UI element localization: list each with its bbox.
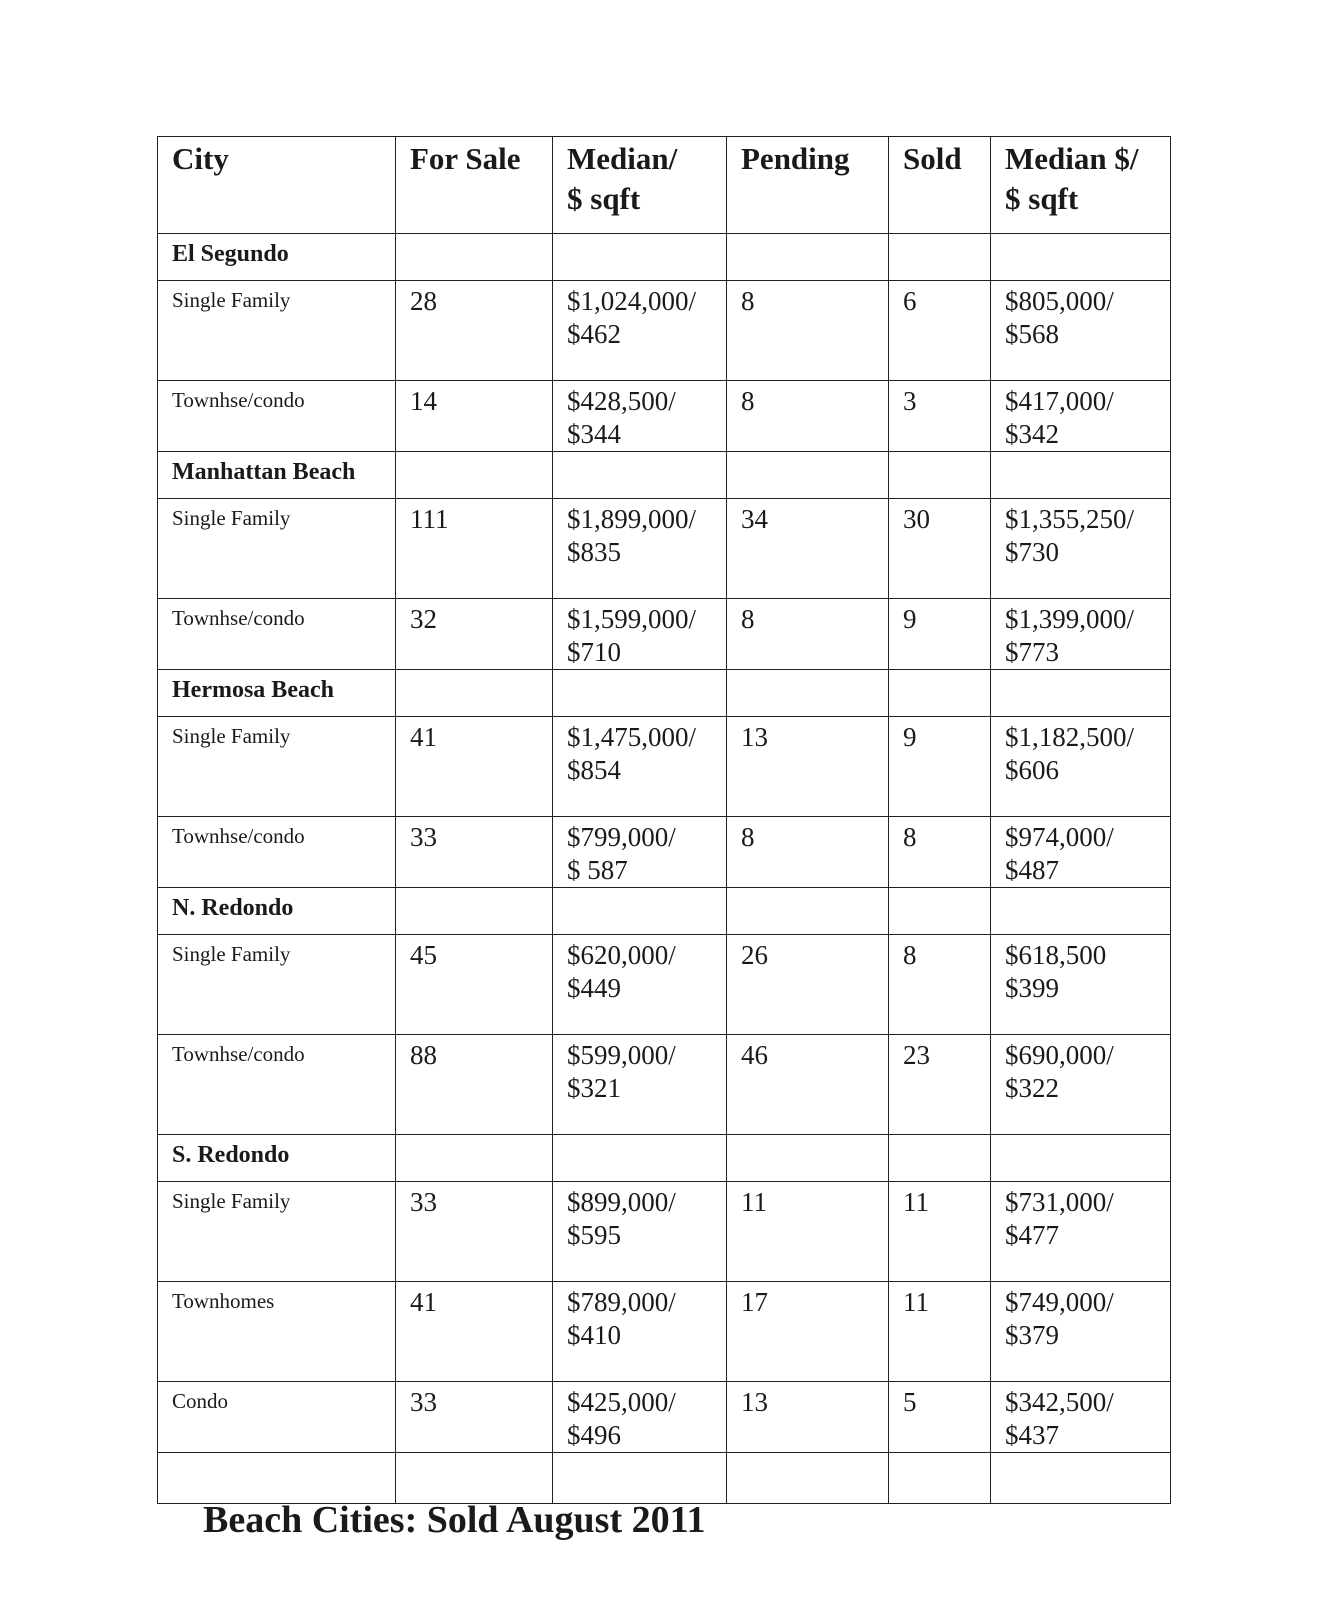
sold-median-price: $749,000/ (1005, 1287, 1114, 1317)
for-sale-cell: 33 (396, 817, 553, 888)
table-row (158, 599, 1171, 670)
median-price: $1,475,000/ (567, 722, 697, 752)
header-row (158, 137, 1171, 234)
empty-cell (396, 1135, 553, 1182)
for-sale-cell: 33 (396, 1182, 553, 1282)
table-row (158, 1282, 1171, 1382)
column-header-median_sold (991, 137, 1171, 234)
empty-cell (889, 670, 991, 717)
table-row (158, 499, 1171, 599)
empty-cell (889, 1135, 991, 1182)
city-row (158, 1135, 1171, 1182)
city-row (158, 452, 1171, 499)
median-list-cell (553, 717, 727, 817)
median-price: $1,599,000/ (567, 604, 697, 634)
property-type-cell: Single Family (158, 1182, 396, 1282)
for-sale-cell: 28 (396, 281, 553, 381)
blank-row (158, 1453, 1171, 1504)
empty-cell (727, 1135, 889, 1182)
empty-cell (991, 452, 1171, 499)
median-per-sqft: $449 (567, 973, 621, 1003)
city-name: N. Redondo (158, 888, 396, 935)
table-row (158, 717, 1171, 817)
median-per-sqft: $595 (567, 1220, 621, 1250)
city-name: S. Redondo (158, 1135, 396, 1182)
sold-cell: 11 (889, 1182, 991, 1282)
for-sale-cell: 45 (396, 935, 553, 1035)
property-type-cell: Townhse/condo (158, 817, 396, 888)
for-sale-cell: 111 (396, 499, 553, 599)
sold-median-price: $1,355,250/ (1005, 504, 1135, 534)
market-table (157, 136, 1171, 1504)
sold-per-sqft: $379 (1005, 1320, 1059, 1350)
empty-cell (553, 888, 727, 935)
empty-cell (158, 1453, 396, 1504)
for-sale-cell: 33 (396, 1382, 553, 1453)
median-sold-cell (991, 1382, 1171, 1453)
column-header-line: Sold (903, 141, 962, 176)
pending-cell: 17 (727, 1282, 889, 1382)
median-price: $599,000/ (567, 1040, 676, 1070)
sold-median-price: $618,500 (1005, 940, 1107, 970)
pending-cell: 11 (727, 1182, 889, 1282)
column-header-median_list (553, 137, 727, 234)
median-per-sqft: $854 (567, 755, 621, 785)
median-list-cell (553, 817, 727, 888)
sold-cell: 9 (889, 717, 991, 817)
for-sale-cell: 88 (396, 1035, 553, 1135)
sold-cell: 11 (889, 1282, 991, 1382)
property-type-cell: Townhse/condo (158, 381, 396, 452)
table-row (158, 281, 1171, 381)
empty-cell (553, 670, 727, 717)
table-row (158, 935, 1171, 1035)
empty-cell (396, 888, 553, 935)
sold-median-price: $342,500/ (1005, 1387, 1114, 1417)
empty-cell (991, 1453, 1171, 1504)
table-row (158, 1035, 1171, 1135)
median-sold-cell (991, 281, 1171, 381)
sold-cell: 30 (889, 499, 991, 599)
sold-per-sqft: $730 (1005, 537, 1059, 567)
median-sold-cell (991, 935, 1171, 1035)
empty-cell (396, 670, 553, 717)
table-body (158, 234, 1171, 1504)
document-caption: Beach Cities: Sold August 2011 (203, 1499, 706, 1541)
sold-cell: 8 (889, 817, 991, 888)
city-row (158, 888, 1171, 935)
column-header-for_sale (396, 137, 553, 234)
empty-cell (889, 234, 991, 281)
for-sale-cell: 14 (396, 381, 553, 452)
empty-cell (727, 452, 889, 499)
median-list-cell (553, 1182, 727, 1282)
property-type-cell: Townhse/condo (158, 1035, 396, 1135)
city-name: Manhattan Beach (158, 452, 396, 499)
median-sold-cell (991, 1182, 1171, 1282)
empty-cell (991, 234, 1171, 281)
median-sold-cell (991, 817, 1171, 888)
table-row (158, 1182, 1171, 1282)
column-header-sold (889, 137, 991, 234)
median-per-sqft: $462 (567, 319, 621, 349)
median-price: $1,899,000/ (567, 504, 697, 534)
sold-cell: 9 (889, 599, 991, 670)
empty-cell (727, 1453, 889, 1504)
for-sale-cell: 41 (396, 717, 553, 817)
empty-cell (889, 1453, 991, 1504)
pending-cell: 13 (727, 717, 889, 817)
property-type-cell: Single Family (158, 935, 396, 1035)
median-list-cell (553, 935, 727, 1035)
median-price: $428,500/ (567, 386, 676, 416)
median-list-cell (553, 381, 727, 452)
empty-cell (991, 888, 1171, 935)
median-sold-cell (991, 1282, 1171, 1382)
median-per-sqft: $835 (567, 537, 621, 567)
sold-per-sqft: $773 (1005, 637, 1059, 667)
pending-cell: 8 (727, 381, 889, 452)
sold-per-sqft: $322 (1005, 1073, 1059, 1103)
column-header-line: Median/ (567, 141, 678, 176)
sold-per-sqft: $399 (1005, 973, 1059, 1003)
sold-cell: 5 (889, 1382, 991, 1453)
pending-cell: 46 (727, 1035, 889, 1135)
column-header-pending (727, 137, 889, 234)
empty-cell (991, 670, 1171, 717)
empty-cell (991, 1135, 1171, 1182)
empty-cell (396, 1453, 553, 1504)
median-price: $799,000/ (567, 822, 676, 852)
median-sold-cell (991, 717, 1171, 817)
empty-cell (889, 888, 991, 935)
city-row (158, 670, 1171, 717)
sold-median-price: $690,000/ (1005, 1040, 1114, 1070)
median-price: $1,024,000/ (567, 286, 697, 316)
sold-cell: 8 (889, 935, 991, 1035)
sold-median-price: $731,000/ (1005, 1187, 1114, 1217)
pending-cell: 8 (727, 281, 889, 381)
sold-per-sqft: $437 (1005, 1420, 1059, 1450)
median-list-cell (553, 281, 727, 381)
column-header-line: $ sqft (1005, 181, 1079, 216)
empty-cell (727, 888, 889, 935)
property-type-cell: Single Family (158, 717, 396, 817)
empty-cell (553, 234, 727, 281)
median-sold-cell (991, 499, 1171, 599)
empty-cell (553, 1453, 727, 1504)
sold-median-price: $1,182,500/ (1005, 722, 1135, 752)
property-type-cell: Townhse/condo (158, 599, 396, 670)
empty-cell (553, 452, 727, 499)
empty-cell (396, 234, 553, 281)
sold-per-sqft: $342 (1005, 419, 1059, 449)
sold-median-price: $417,000/ (1005, 386, 1114, 416)
empty-cell (396, 452, 553, 499)
table-row (158, 1382, 1171, 1453)
median-per-sqft: $ 587 (567, 855, 628, 885)
median-list-cell (553, 1035, 727, 1135)
empty-cell (727, 670, 889, 717)
pending-cell: 34 (727, 499, 889, 599)
city-row (158, 234, 1171, 281)
empty-cell (727, 234, 889, 281)
city-name: Hermosa Beach (158, 670, 396, 717)
property-type-cell: Townhomes (158, 1282, 396, 1382)
median-price: $425,000/ (567, 1387, 676, 1417)
property-type-cell: Single Family (158, 499, 396, 599)
median-list-cell (553, 1282, 727, 1382)
pending-cell: 13 (727, 1382, 889, 1453)
sold-median-price: $1,399,000/ (1005, 604, 1135, 634)
median-per-sqft: $344 (567, 419, 621, 449)
median-list-cell (553, 599, 727, 670)
median-sold-cell (991, 599, 1171, 670)
sold-cell: 3 (889, 381, 991, 452)
table-row (158, 381, 1171, 452)
property-type-cell: Single Family (158, 281, 396, 381)
sold-per-sqft: $568 (1005, 319, 1059, 349)
median-price: $899,000/ (567, 1187, 676, 1217)
sold-per-sqft: $477 (1005, 1220, 1059, 1250)
empty-cell (553, 1135, 727, 1182)
median-per-sqft: $410 (567, 1320, 621, 1350)
empty-cell (889, 452, 991, 499)
median-per-sqft: $496 (567, 1420, 621, 1450)
pending-cell: 8 (727, 599, 889, 670)
median-per-sqft: $321 (567, 1073, 621, 1103)
column-header-line: Pending (741, 141, 850, 176)
median-price: $789,000/ (567, 1287, 676, 1317)
for-sale-cell: 41 (396, 1282, 553, 1382)
median-list-cell (553, 1382, 727, 1453)
sold-median-price: $974,000/ (1005, 822, 1114, 852)
column-header-line: City (172, 141, 229, 176)
column-header-line: For Sale (410, 141, 521, 176)
table-header (158, 137, 1171, 234)
column-header-city (158, 137, 396, 234)
pending-cell: 8 (727, 817, 889, 888)
column-header-line: $ sqft (567, 181, 641, 216)
median-sold-cell (991, 381, 1171, 452)
median-per-sqft: $710 (567, 637, 621, 667)
table-row (158, 817, 1171, 888)
sold-cell: 23 (889, 1035, 991, 1135)
sold-median-price: $805,000/ (1005, 286, 1114, 316)
column-header-line: Median $/ (1005, 141, 1139, 176)
for-sale-cell: 32 (396, 599, 553, 670)
median-list-cell (553, 499, 727, 599)
sold-per-sqft: $606 (1005, 755, 1059, 785)
median-price: $620,000/ (567, 940, 676, 970)
median-sold-cell (991, 1035, 1171, 1135)
pending-cell: 26 (727, 935, 889, 1035)
city-name: El Segundo (158, 234, 396, 281)
property-type-cell: Condo (158, 1382, 396, 1453)
sold-per-sqft: $487 (1005, 855, 1059, 885)
sold-cell: 6 (889, 281, 991, 381)
